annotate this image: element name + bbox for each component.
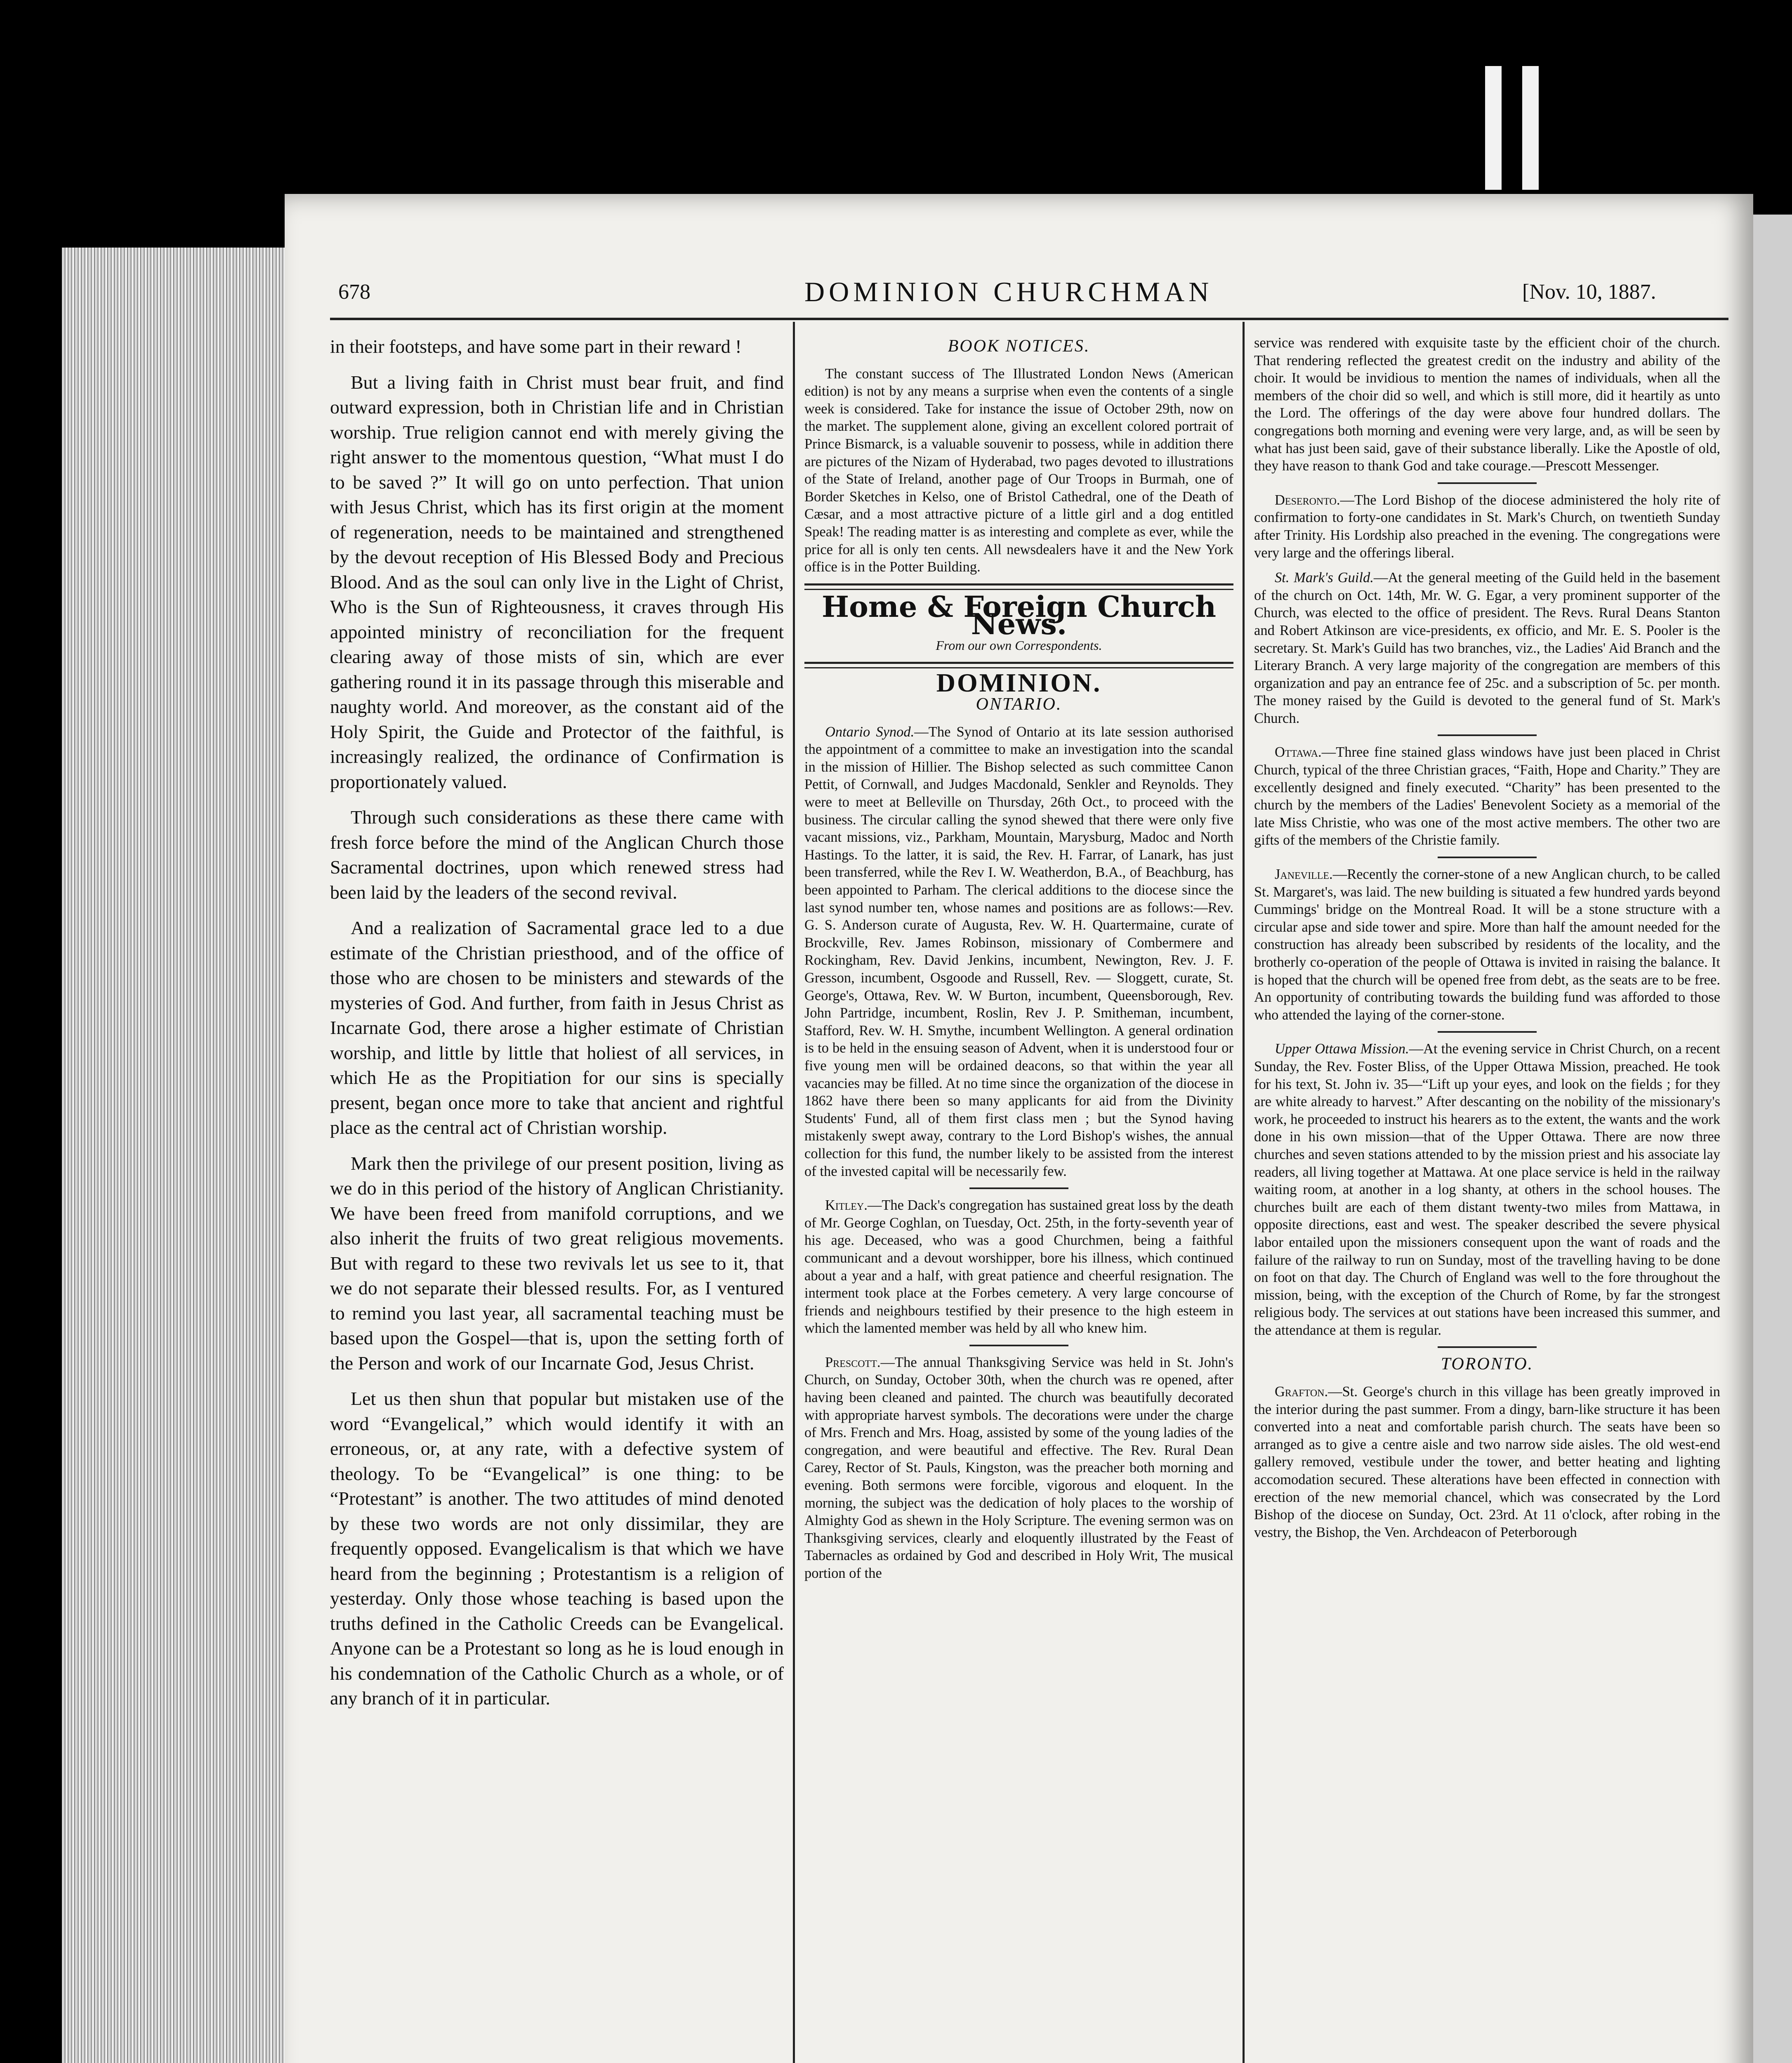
separator-rule (1438, 1031, 1537, 1033)
header-rule (330, 318, 1728, 320)
section-heading: BOOK NOTICES. (948, 337, 1090, 356)
item-text: —St. George's church in this village has been greatly improved in the interior during the past summer. From a dingy, barn-like structure it has been converted into a neat and comfortable parish church. The seats have been so arranged as to give a centre aisle and two narrow side aisles. The old west-end gallery removed, vestibule under the tower, and better heating and lighting accomodation secured. These alterations have been effected in connection with erection of the new memorial chancel, which was consecrated by the Lord Bishop of the diocese on Sunday, Oct. 23rd. At 11 o'clock, after robing in the vestry, the Bishop, the Ven. Archdeacon of Peterborough (1254, 1384, 1720, 1540)
item-text: —The Lord Bishop of the diocese administered the holy rite of confirmation to forty-one candidates in St. Mark's Church, on twentieth Sunday after Trinity. His Lordship also preached in the evening. The congregations were very large and the offerings liberal. (1254, 492, 1720, 561)
item-text: —The Dack's congregation has sustained great loss by the death of Mr. George Coghlan, on Tuesday, Oct. 25th, in the forty-seventh year of his age. Deceased, who was a good Churchmen, being a faithful communicant and a devout worshipper, bore his illness, which continued about a year and a half, with great patience and cheerful resignation. The interment took place at the Forbes cemetery. A very large concourse of friends and neighbours testified by their presence to the high esteem in which the lamented member was held by all who knew him. (804, 1197, 1233, 1336)
news-item (1254, 569, 1720, 727)
paragraph: The constant success of The Illustrated London News (American edition) is not by any means a surprise when even the contents of a single week is considered. Take for instance the issue of October 29th, now on the market. The supplement alone, giving an excellent colored portrait of Prince Bismarck, is a valuable souvenir to possess, while in addition there are pictures of the Nizam of Hyderabad, two pages devoted to illustrations of the State of Ireland, another page of Our Troops in Burmah, one of Border Sketches in Kelso, one of Bristol Cathedral, one of the Death of Cæsar, and a most attractive picture of a little girl and a dog entitled Speak! The reading matter is as interesting and complete as ever, while the price for all is only ten cents. All newsdealers have it and the New York office is in the Potter Building. (804, 366, 1233, 575)
item-lead: Prescott. (825, 1354, 881, 1370)
item-text: —The Synod of Ontario at its late session authorised the appointment of a committee to make an investigation into the scandal in the mission of Hillier. The Bishop selected as such committee Canon Pettit, of Cornwall, and Judges Macdonald, Senkler and Reynolds. They were to meet at Belleville on Thursday, 26th Oct., to proceed with the business. The circular calling the synod shewed that there were only five vacant missions, viz., Parkham, Mountain, Marysburg, Madoc and North Hastings. To the latter, it is said, the Rev. H. Farrar, of Lanark, has just been transferred, while the Rev I. W. Weatherdon, B.A., of Beachburg, has been appointed to Parham. The clerical additions to the diocese since the last synod number ten, whose names and positions are as follows:—Rev. G. S. Anderson curate of Augusta, Rev. W. H. Quartermaine, curate of Brockville, Rev. James Robinson, missionary of Combermere and Rockingham, Rev. David Jenkins, incumbent, Newington, Rev. J. F. Gresson, incumbent, Osgoode and Russell, Rev. — Sloggett, curate, St. George's, Ottawa, Rev. W. W Burton, incumbent, Queensborough, Rev. John Partridge, incumbent, Roslin, Rev J. P. Smitheman, incumbent, Stafford, Rev. W. H. Smythe, incumbent Wellington. A general ordination is to be held in the ensuing season of Advent, when it is understood four or five young men will be ordained deacons, so that within the year all vacancies may be filled. At no time since the organization of the diocese in 1862 have there been so many applicants for aid from the Divinity Students' Fund, all of them first class men ; but the Synod having mistakenly swept away, contrary to the Lord Bishop's wishes, the annual collection for this fund, the number likely to be assisted from the interest of the invested capital will be necessarily few. (804, 724, 1233, 1179)
facing-page-edge (1753, 215, 1792, 2063)
masthead-title: DOMINION CHURCHMAN (804, 276, 1213, 307)
paragraph: Let us then shun that popular but mistaken use of the word “Evangelical,” which would identify it with an erroneous, or, at any rate, with a defective system of theology. To be “Evangelical” is one thing: to be “Protestant” is another. The two attitudes of mind denoted by these two words are not only dissimilar, they are frequently opposed. Evangelicalism is that which we have heard from the beginning ; Protestantism is a religion of yesterday. Only those whose teaching is based upon the truths defined in the Catholic Creeds can be Evangelical. Anyone can be a Protestant so long as he is loud enough in his condemnation of the Catholic Church as a whole, or of any branch of it in particular. (330, 1388, 784, 1709)
item-lead: Ontario Synod. (825, 724, 915, 740)
region-heading: DOMINION. (936, 668, 1102, 697)
news-item (1254, 491, 1720, 562)
news-item (804, 1197, 1233, 1337)
column-1 (330, 334, 784, 2063)
item-lead: Deseronto. (1275, 492, 1340, 508)
item-lead: St. Mark's Guild. (1275, 570, 1374, 586)
column-rule (1243, 322, 1245, 2063)
paragraph: service was rendered with exquisite taste by the efficient choir of the church. That rendering reflected the greatest credit on the industry and ability of the choir. It would be invidious to mention the names of individuals, when all the members of the choir did so well, and which is still more, did it heartily as unto the Lord. The offerings of the day were above four hundred dollars. The congregations both morning and evening were very large, and, as will be seen by what has just been said, gave of their substance liberally. Like the Apostle of old, they have reason to thank God and take courage.—Prescott Messenger. (1254, 335, 1720, 474)
newspaper-page (285, 194, 1753, 2063)
separator-rule (1438, 1346, 1537, 1348)
paragraph: Mark then the privilege of our present position, living as we do in this period of the history of Anglican Christianity. We have been freed from manifold corruptions, and we also inherit the fruits of two great religious movements. But with regard to these two revivals let us see to it, that we do not separate their blessed results. For, as I ventured to remind you last year, all sacramental teaching must be based upon the Gospel—that is, upon the setting forth of the Person and work of our Incarnate God, Jesus Christ. (330, 1152, 784, 1374)
news-item (804, 723, 1233, 1180)
item-text: —The annual Thanksgiving Service was held in St. John's Church, on Sunday, October 30th, when the church was re opened, after having been cleaned and painted. The church was beautifully decorated with appropriate harvest symbols. The decorations were under the charge of Mrs. French and Mrs. Hoag, assisted by some of the young ladies of the congregation, and were beautiful and effective. The Rev. Rural Dean Carey, Rector of St. Pauls, Kingston, was the preacher both morning and evening. Both sermons were forcible, vigorous and eloquent. In the morning, the subject was the dedication of holy places to the worship of Almighty God as shewn in the Holy Scripture. The evening sermon was on Thanksgiving services, clearly and eloquently illustrated by the Feast of Tabernacles as ordained by God and described in Holy Writ, The musical portion of the (804, 1354, 1233, 1581)
double-rule (804, 662, 1233, 668)
region-subheading: ONTARIO. (976, 695, 1062, 714)
item-lead: Upper Ottawa Mission. (1275, 1041, 1409, 1057)
item-text: —At the general meeting of the Guild held in the basement of the church on Oct. 14th, Mr. W. G. Egar, a very prominent supporter of the Church, was elected to the office of president. The Revs. Rural Deans Stanton and Robert Atkinson are vice-presidents, ex officio, and Mr. E. S. Pooler is the secretary. St. Mark's Guild has two branches, viz., the Ladies' Aid Branch and the Literary Branch. A very large majority of the congregation are members of this organization and pay an entrance fee of 25c. and a subscription of 5c. per month. The money raised by the Guild is devoted to the general fund of St. Mark's Church. (1254, 570, 1720, 726)
column-rule (793, 322, 795, 2063)
separator-rule (1438, 857, 1537, 858)
item-lead: Grafton. (1275, 1384, 1328, 1400)
separator-rule (1438, 482, 1537, 484)
issue-date: [Nov. 10, 1887. (1522, 280, 1656, 304)
item-lead: Kitley. (825, 1197, 868, 1213)
column-3 (1254, 334, 1720, 2063)
separator-rule (1438, 734, 1537, 736)
item-text: —Three fine stained glass windows have just been placed in Christ Church, typical of the three Christian graces, “Faith, Hope and Charity.” They are excellently designed and finely executed. “Charity” has been presented to the church by the members of the Ladies' Benevolent Society as a memorial of the late Miss Christie, who was one of the most active members. The other two are gifts of the members of the Christie family. (1254, 744, 1720, 848)
banner-subtitle: From our own Correspondents. (936, 637, 1102, 653)
page-header (285, 276, 1753, 309)
column-2 (804, 334, 1233, 2063)
paragraph: Through such considerations as these there came with fresh force before the mind of the Anglican Church those Sacramental doctrines, upon which renewed stress had been laid by the leaders of the second revival. (330, 807, 784, 903)
news-item (1254, 866, 1720, 1024)
paragraph: But a living faith in Christ must bear fruit, and find outward expression, both in Christian life and in Christian worship. True religion cannot end with merely giving the right answer to the momentous question, “What must I do to be saved ?” It will go on unto perfection. That union with Jesus Christ, which has its first origin at the moment of regeneration, needs to be maintained and strengthened by the devout reception of His Blessed Body and Precious Blood. And as the soul can only live in the Light of Christ, Who is the Sun of Righteousness, it craves through His appointed ministry of reconciliation for the frequent clearing away of those mists of sin, which are ever gathering round it in its passage through this miserable and naughty world. And moreover, as the constant aid of the Holy Spirit, the Guide and Protector of the faithful, is increasingly realized, the ordinance of Confirmation is proportionately valued. (330, 371, 784, 792)
binding-clip-top (1485, 66, 1502, 190)
double-rule (804, 583, 1233, 590)
news-item (1254, 744, 1720, 849)
news-item (1254, 1383, 1720, 1541)
separator-rule (969, 1345, 1068, 1346)
item-lead: Janeville. (1275, 866, 1333, 883)
item-text: —At the evening service in Christ Church, on a recent Sunday, the Rev. Foster Bliss, of the Upper Ottawa Mission, preached. He took for his text, St. John iv. 35—“Lift up your eyes, and look on the fields ; for they are white already to harvest.” After descanting on the nobility of the missionary's work, he proceeded to instruct his hearers as to the extent, the wants and the work done in his own mission—that of the Upper Ottawa. There are now three churches and seven stations attended to by the mission priest and his associate lay readers, all living together at Mattawa. At one place service is held in the railway waiting room, at another in a log shanty, at others in the school houses. The churches built are each of them distant twenty-two miles from Mattawa, in opposite directions, east and west. The speaker described the severe physical labor entailed upon the missioners consequent upon the want of roads and the failure of the railway to run on Sunday, most of the travelling having to be done on foot on that day. The Church of England was well to the fore throughout the mission, being, with the exception of the Church of Rome, by far the strongest religious body. The services at out stations have been increased this summer, and the attendance at them is regular. (1254, 1041, 1720, 1338)
item-lead: Ottawa. (1275, 744, 1322, 760)
book-page-edges (62, 248, 293, 2063)
item-text: —Recently the corner-stone of a new Anglican church, to be called St. Margaret's, was laid. The new building is situated a few hundred yards beyond Cummings' bridge on the Montreal Road. It will be a stone structure with a circular apse and side tower and spire. More than half the amount needed for the construction has already been subscribed by residents of the locality, and the brotherly co-operation of the people of Ottawa is invited in raising the balance. It is hoped that the church will be opened free from debt, as the seats are to be free. An opportunity of contributing towards the building fund was afforded to those who attended the laying of the corner-stone. (1254, 866, 1720, 1023)
news-item (804, 1354, 1233, 1582)
page-number: 678 (338, 280, 370, 304)
section-banner: Home & Foreign Church News. (821, 589, 1217, 642)
binding-clip-top (1522, 66, 1539, 190)
paragraph: in their footsteps, and have some part in their reward ! (330, 336, 742, 357)
separator-rule (969, 1187, 1068, 1189)
news-item (1254, 1040, 1720, 1339)
region-subheading: TORONTO. (1441, 1355, 1534, 1374)
paragraph: And a realization of Sacramental grace led to a due estimate of the Christian priesthood, and of the office of those who are chosen to be ministers and stewards of the mysteries of God. And further, from faith in Jesus Christ as Incarnate God, there arose a higher estimate of Christian worship, and little by little that holiest of all services, in which He as the Propitiation for our sins is specially present, began once more to take that ancient and rightful place as the central act of Christian worship. (330, 917, 784, 1138)
